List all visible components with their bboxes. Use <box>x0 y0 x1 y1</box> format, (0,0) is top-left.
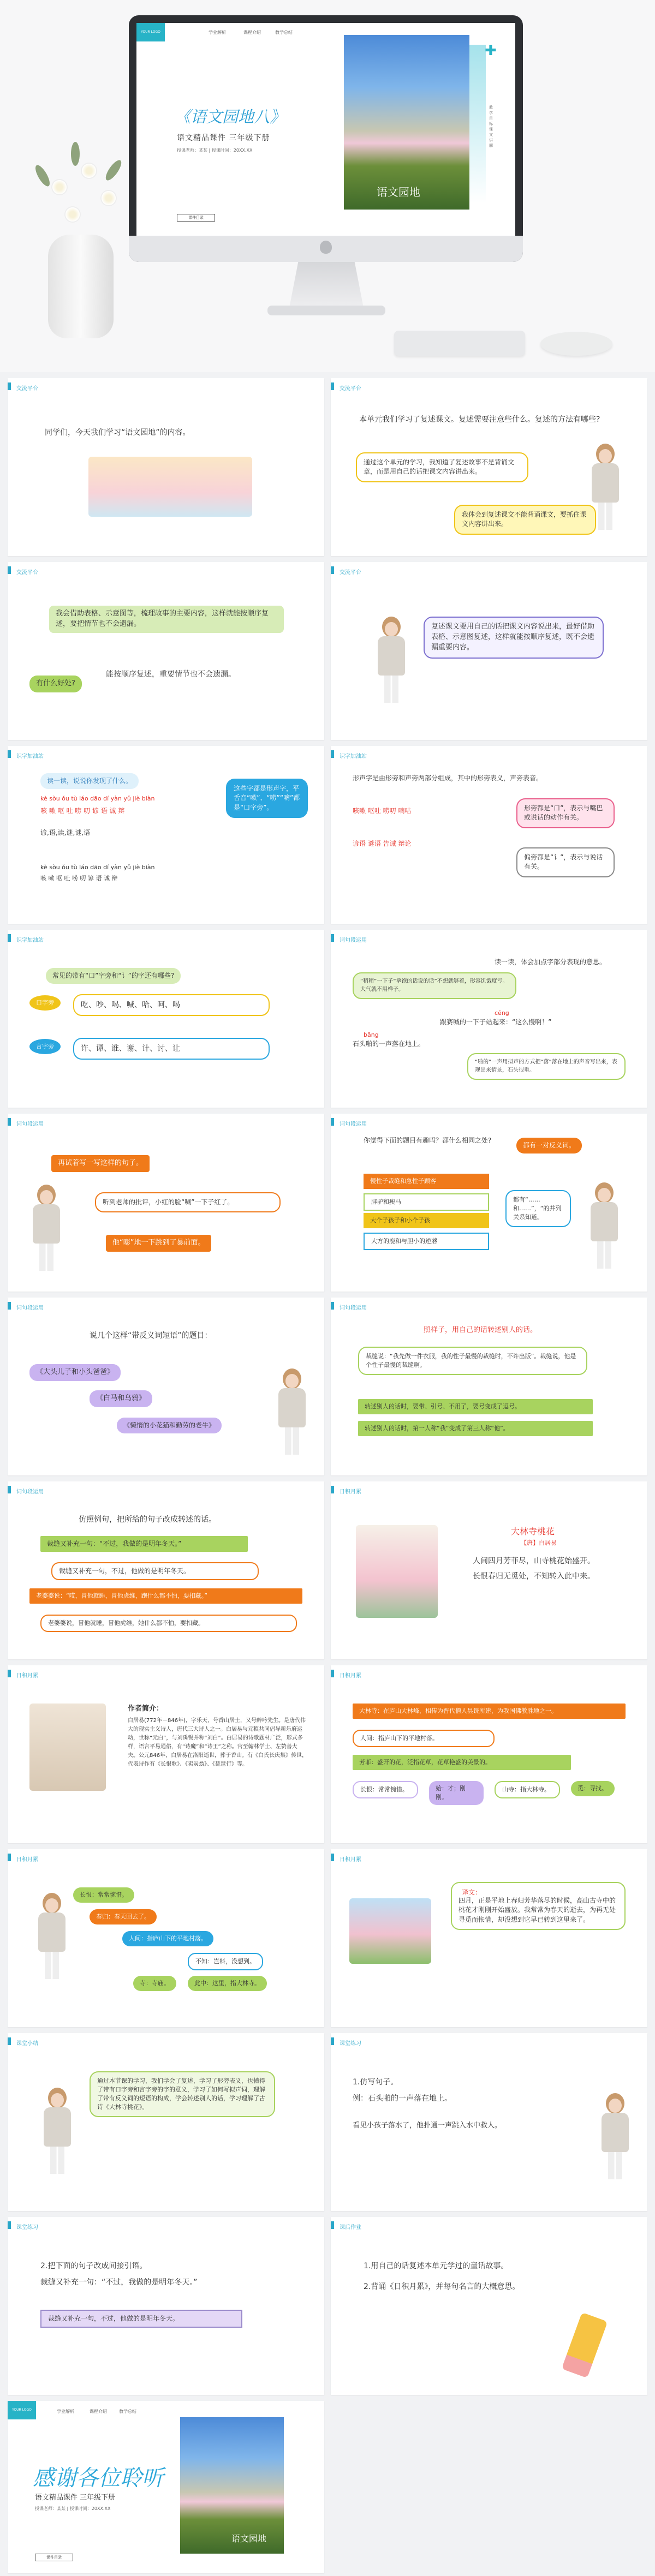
girl-illustration <box>374 617 407 704</box>
answer-box: 裁缝又补充一句，不过，他做的是明年冬天。 <box>40 2310 242 2328</box>
note-box: 不知：岂料，没想到。 <box>188 1953 263 1970</box>
speech-bubble: “啪的”一声用拟声的方式把“落”落在地上的声音写出来，表现出来情景，石头很重。 <box>467 1053 626 1080</box>
note-box: 大林寺：在庐山大林峰，相传为晋代僧人昙诜所建，为我国佛教胜地之一。 <box>353 1704 626 1719</box>
translation-heading: 译文： <box>462 1888 482 1896</box>
sentence: 跟赛喊的一下子站起来：“这么慢啊！” <box>440 1018 552 1026</box>
slide-tag: 日积月累 <box>331 1849 647 1866</box>
slide <box>331 746 647 924</box>
speech-bubble: 裁缝说：“我先做一件衣服，我的性子最慢的裁缝时，不许出版”。裁缝说，他是个性子最慢的裁缝啊。 <box>358 1347 587 1375</box>
leaf-icon <box>103 158 124 182</box>
leaf-icon <box>33 163 52 188</box>
temple-illustration <box>349 1898 431 1964</box>
closing-title: 感谢各位聆听 <box>33 2466 164 2491</box>
slide <box>331 562 647 740</box>
word-list: 吃、吵、喝、喊、哈、呵、喝 <box>73 994 270 1016</box>
poem-line: 长恨春归无觅处，不知转入此中来。 <box>473 1572 595 1581</box>
instruction-box: 再试着写一写这样的句子。 <box>51 1155 150 1172</box>
sentence: 石头啪的一声落在地上。 <box>353 1040 425 1048</box>
prompt-box: 读一读，说说你发现了什么。 <box>40 773 139 789</box>
flower-icon <box>52 180 67 194</box>
note-box: 人间：指庐山下的平地村落。 <box>122 1931 213 1946</box>
sentence-box: 老婆婆说，冒他就睡，冒他虎维，她什么都不怕，要扣藏。 <box>40 1615 297 1632</box>
slide-tag: 交流平台 <box>8 562 324 578</box>
peach-blossom-painting <box>356 1525 438 1618</box>
poem-line: 人间四月芳菲尽，山寺桃花始盛开。 <box>473 1557 595 1565</box>
speech-bubble: “稍稍”一下子“拿饱的话说的话”不想就够着，形容饥饿度亏。大气就不用样子。 <box>353 972 516 999</box>
cover-mockup <box>0 0 655 372</box>
contents-button[interactable]: 课件目录 <box>177 214 215 222</box>
flower-icon <box>66 207 80 222</box>
cover-slide <box>136 23 515 236</box>
closing-subtitle: 语文精品课件 三年级下册 <box>35 2494 116 2502</box>
example-title: 《大头儿子和小头爸爸》 <box>29 1364 121 1381</box>
slide-text: 本单元我们学习了复述课文。复述需要注意些什么。复述的方法有哪些? <box>359 415 600 424</box>
exercise-example: 例：石头啪的一声落在地上。 <box>353 2094 452 2103</box>
slide <box>331 1114 647 1292</box>
slide-tag: 日积月累 <box>331 1665 647 1682</box>
option: 大个子孩子和小个子孩 <box>364 1213 489 1228</box>
note-box: 长恨：常常惋惜。 <box>73 1887 134 1903</box>
logo-badge: YOUR LOGO <box>8 2401 36 2419</box>
exercise-question: 2.把下面的句子改成间接引语。 <box>40 2262 147 2270</box>
slide-text: 读一读，体会加点字部分表现的意思。 <box>495 958 606 966</box>
note-box: 寺：寺庙。 <box>133 1976 176 1991</box>
slide-tag: 课堂练习 <box>331 2033 647 2049</box>
flower-vase <box>48 235 114 338</box>
exercise-sentence: 裁缝又补充一句：“不过，我做的是明年冬天。” <box>40 2278 198 2287</box>
answer-bubble: 都有一对反义词。 <box>516 1138 582 1153</box>
pinyin-row: kè sòu ǒu tù láo dāo dí yàn yǔ jiè biàn <box>40 795 155 802</box>
girl-illustration <box>275 1368 308 1456</box>
slide <box>331 930 647 1108</box>
exercise-answer: 看见小孩子落水了，他扑通一声跳入水中救人。 <box>353 2121 502 2130</box>
homework-item: 1.用自己的话复述本单元学过的童话故事。 <box>364 2262 509 2270</box>
slide <box>8 2217 324 2395</box>
option: 大方的鹿和与胆小的逆蘑 <box>364 1233 489 1250</box>
closing-slide <box>8 2401 324 2573</box>
nav-item[interactable]: 学业解析 <box>209 30 226 35</box>
example-title: 《懒惰的小花猫和勤劳的老牛》 <box>117 1418 222 1433</box>
poem-author: 【唐】白居易 <box>521 1539 557 1546</box>
rule-box: 转述别人的话时，第一人称“我”变成了第三人称“他”。 <box>358 1421 593 1436</box>
note-box: 人间：指庐山下的平地村落。 <box>353 1730 495 1747</box>
poem-title: 大林寺桃花 <box>511 1526 555 1537</box>
slide-tag: 识字加油站 <box>8 746 324 762</box>
note-box: 此中：这里，指大林寺。 <box>188 1976 267 1991</box>
summary-text: 通过本节课的学习，我们学会了复述，学习了形旁表义，也懂得了带有口字旁和言字旁的字的意义，学习了如何写拟声词，理解了带有反义词的短语的构成，学会转述别人的话，学习理解了古诗《大林寺桃花》。 <box>90 2071 275 2117</box>
speech-bubble: 通过这个单元的学习，我知道了复述故事不是背诵文章，而是用自己的话把课文内容讲出来。 <box>356 452 528 482</box>
girl-illustration <box>29 1185 62 1272</box>
slide-text: 同学们，今天我们学习“语文园地”的内容。 <box>45 428 190 437</box>
slide-tag: 交流平台 <box>331 378 647 395</box>
slide-text: 你觉得下面的题目有趣吗？都什么相同之处? <box>364 1137 492 1144</box>
slide <box>8 746 324 924</box>
photo-caption: 语文园地 <box>377 186 420 199</box>
question-box: 常见的带有“口”字旁和“讠”的字还有哪些? <box>46 968 181 984</box>
tag-yan: 言字旁 <box>29 1039 61 1054</box>
accent-bar <box>469 45 486 203</box>
slide-tag: 识字加油站 <box>8 930 324 946</box>
example-sentence: 他“嘭”地一下跳到了暴前面。 <box>106 1235 211 1252</box>
slide <box>8 1481 324 1659</box>
word-row: 谚语 谜语 告诫 辩论 <box>353 840 412 847</box>
sentence-box: 裁缝又补充一句，不过，他做的是明年冬天。 <box>51 1562 259 1580</box>
translation-text: 四月，正是平地上春归芳华落尽的时候，高山古寺中的桃花才刚刚开始盛放。我常常为春天的逝去，为再无处寻觅而怅惜，却没想到它早已转到这里来了。 <box>451 1882 626 1930</box>
slide <box>8 1665 324 1843</box>
slide-tag: 识字加油站 <box>331 746 647 762</box>
slide <box>8 930 324 1108</box>
slide <box>8 1114 324 1292</box>
speech-bubble: 偏旁都是“讠”，表示与说话有关。 <box>516 847 615 877</box>
girl-illustration <box>587 1182 620 1270</box>
note-box: 芳菲：盛开的花，泛指花草，花草艳盛的美景的。 <box>353 1755 571 1770</box>
bio-heading: 作者简介： <box>128 1705 164 1713</box>
word-row: 谚,语,读,谜,谜,语 <box>40 829 91 836</box>
note-box: 长恨：常常惋惜。 <box>353 1781 418 1798</box>
note-box: 始：才；刚刚。 <box>429 1781 484 1805</box>
slide-text: 能按顺序复述，重要情节也不会遗漏。 <box>106 670 236 679</box>
option: 慢性子裁缝和急性子顾客 <box>364 1174 489 1189</box>
example-title: 《白马和乌鸦》 <box>90 1390 152 1407</box>
poet-portrait <box>29 1704 106 1791</box>
photo-caption: 语文园地 <box>231 2533 267 2544</box>
logo-badge: YOUR LOGO <box>136 23 165 41</box>
girl-illustration <box>35 1893 68 1980</box>
word-row: 咳 嗽 呕 吐 唠 叨 谚 语 诚 辩 <box>40 875 118 882</box>
speech-bubble: 都有“……和……”，“的并列关系知道。 <box>505 1190 571 1227</box>
slide-tag: 词句段运用 <box>8 1298 324 1314</box>
slide-tag: 日积月累 <box>331 1481 647 1498</box>
tag-kou: 口字旁 <box>29 995 61 1011</box>
cover-subtitle: 语文精品课件 三年级下册 <box>177 134 270 142</box>
closing-meta: 授课老师：某某 | 授课时间：20XX.XX <box>35 2506 111 2511</box>
slide <box>331 1481 647 1659</box>
word-row: 咳嗽 呕吐 唠叨 嘀咕 <box>353 807 412 815</box>
slide-text: 仿照例句，把所给的句子改成转述的话。 <box>79 1515 216 1524</box>
note-box: 春归：春天回去了。 <box>90 1909 157 1924</box>
speech-bubble: 我体会到复述课文不能背诵课文，要抓住课文内容讲出来。 <box>454 505 596 535</box>
note-box: 山寺：指大林寺。 <box>495 1781 560 1798</box>
nav-item[interactable]: 学业解析 <box>57 2409 74 2414</box>
slide-tag: 课堂练习 <box>8 2217 324 2233</box>
keyboard <box>394 331 525 356</box>
cover-meta: 授课老师：某某 | 授课时间：20XX.XX <box>177 148 253 153</box>
plus-icon: ✚ <box>485 43 497 59</box>
slide <box>331 1298 647 1475</box>
pinyin: cēng <box>495 1009 509 1017</box>
slide-text: 形声字是由形旁和声旁两部分组成，其中的形旁表义，声旁表音。 <box>353 774 543 782</box>
leaf-icon <box>71 142 80 166</box>
slide-tag: 课堂小结 <box>8 2033 324 2049</box>
word-list: 许、谭、谁、谢、计、讨、让 <box>73 1038 270 1060</box>
slide <box>8 378 324 556</box>
homework-item: 2.背诵《日积月累》，并每句名言的大概意思。 <box>364 2282 520 2291</box>
example-sentence: 听到老师的批评，小红的脸“唰”一下子红了。 <box>95 1192 281 1212</box>
slide-tag: 词句段运用 <box>331 930 647 946</box>
highlight-box: 我会借助表格、示意图等，梳理故事的主要内容，这样就能按顺序复述，要把情节也不会遗漏。 <box>49 606 284 633</box>
slide-tag: 交流平台 <box>8 378 324 395</box>
sentence-box: 老婆婆说：“哎，冒他就睡，冒他虎维，跑什么都不怕，要扣藏。” <box>29 1588 302 1604</box>
flower-icon <box>82 164 96 178</box>
slide-tag: 词句段运用 <box>8 1481 324 1498</box>
flower-icon <box>102 191 116 205</box>
monitor-stand <box>289 262 364 308</box>
slide-tag: 日积月累 <box>8 1849 324 1866</box>
slide <box>331 2217 647 2395</box>
nav-item[interactable]: 课程介绍 <box>243 30 261 35</box>
question-bubble: 有什么好处? <box>29 676 82 692</box>
slide-tag: 课后作业 <box>331 2217 647 2233</box>
mouse <box>540 332 612 356</box>
speech-bubble: 形旁都是“口”，表示与嘴巴或说话的动作有关。 <box>516 798 615 828</box>
nav-item[interactable]: 课程介绍 <box>90 2409 107 2414</box>
slide-tag: 词句段运用 <box>8 1114 324 1130</box>
monitor <box>129 15 523 262</box>
speech-bubble: 复述课文要用自己的话把课文内容说出来，最好借助表格、示意图复述，这样就能按顺序复述，既不会遗漏重要内容。 <box>424 617 604 659</box>
girl-illustration <box>40 2088 73 2175</box>
slide <box>8 2033 324 2211</box>
sentence-box: 裁缝又补充一句：“不过，我做的是明年冬天。” <box>40 1536 248 1552</box>
slide <box>331 1849 647 2027</box>
nav-item[interactable]: 教学总结 <box>119 2409 136 2414</box>
pinyin-row: kè sòu ǒu tù láo dāo dí yàn yǔ jiè biàn <box>40 864 155 871</box>
slide <box>331 1665 647 1843</box>
info-bubble: 这些字都是形声字，平舌音“嗽”、“唠”“嘀”都是“口字旁”。 <box>226 779 308 818</box>
girl-illustration <box>598 2093 631 2180</box>
slide-text: 照样子，用自己的话转述别人的话。 <box>424 1326 538 1334</box>
rule-box: 转述别人的话时，要带、引号、不用了，要号变成了逗号。 <box>358 1399 593 1414</box>
slide-text: 说几个这样“带反义词短语”的题目： <box>90 1331 212 1340</box>
exercise-question: 1.仿写句子。 <box>353 2078 398 2087</box>
contents-button[interactable]: 课件目录 <box>35 2554 73 2561</box>
note-box: 觅：寻找。 <box>571 1781 615 1796</box>
slide-tag: 词句段运用 <box>331 1114 647 1130</box>
slide <box>8 562 324 740</box>
vertical-label: 教学目标课文讲解 <box>489 105 493 148</box>
slide <box>8 1298 324 1475</box>
slide <box>8 1849 324 2027</box>
pencil-icon <box>562 2312 608 2378</box>
pinyin: bāng <box>364 1031 379 1038</box>
slide <box>331 2033 647 2211</box>
slide-tag: 词句段运用 <box>331 1298 647 1314</box>
bio-text: 白居易(772年－846年)，字乐天，号香山居士，又号醉吟先生。是唐代伟大的现实主义诗人，唐代三大诗人之一。白居易与元稹共同倡导新乐府运动，世称“元白”，与刘禹锡并称“刘白”。白居易的诗歌题材广泛，形式多样，语言平易通俗，有“诗魔”和“诗王”之称。官至翰林学士、左赞善大夫。公元846年，白居易在洛阳逝世，葬于香山。有《白氏长庆集》传世，代表诗作有《长恨歌》、《卖炭翁》、《琵琶行》等。 <box>128 1718 308 1767</box>
monitor-foot <box>267 306 385 315</box>
apple-icon <box>320 241 332 254</box>
nav-item[interactable]: 教学总结 <box>275 30 293 35</box>
option: 胖驴和瘦马 <box>364 1193 489 1211</box>
children-cartoon <box>88 457 252 517</box>
slide-tag: 日积月累 <box>8 1665 324 1682</box>
slide-tag: 交流平台 <box>331 562 647 578</box>
girl-illustration <box>588 444 621 531</box>
cover-title: 《语文园地八》 <box>175 107 286 126</box>
slide <box>331 378 647 556</box>
word-row: 咳 嗽 呕 吐 唠 叨 谚 语 诚 辩 <box>40 807 125 815</box>
